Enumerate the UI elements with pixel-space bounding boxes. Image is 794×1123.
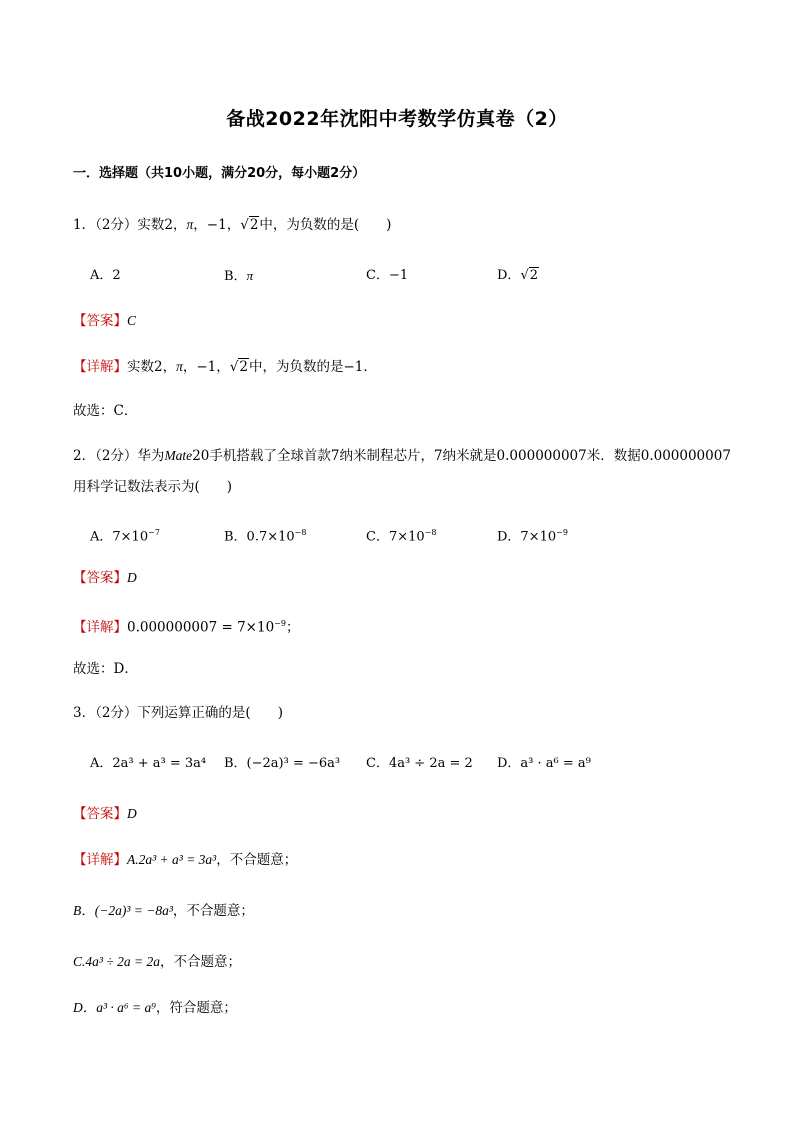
q2-answer: 【答案】D	[73, 570, 137, 586]
q1-detail: 【详解】实数2，π，−1，√2中，为负数的是−1．	[73, 359, 377, 375]
q2-option-b: B．$0.7\times 10^{-8}$	[224, 528, 307, 545]
q3-detail-d: D．a³ · a⁶ = a⁹，符合题意；	[73, 1000, 237, 1016]
q1-choose: 故选：C．	[73, 403, 138, 419]
q3-detail-a: 【详解】A.2a³ + a³ = 3a³，不合题意；	[73, 852, 298, 868]
q3-detail-b: B．(−2a)³ = −8a³，不合题意；	[73, 903, 254, 919]
sqrt-symbol: √	[229, 359, 239, 375]
q1-option-b: B．π	[224, 268, 254, 284]
question-3-stem: 3．（2分）下列运算正确的是( )	[73, 705, 283, 721]
q3-detail-c: C.4a³ ÷ 2a = 2a，不合题意；	[73, 954, 241, 970]
q1-answer: 【答案】C	[73, 313, 137, 329]
q2-detail: 【详解】$0.000000007 = 7\times 10^{-9}$；	[73, 619, 300, 636]
q1-option-d: D．√2	[497, 268, 539, 283]
question-2-stem: 2．（2分）华为Mate20手机搭载了全球首款7纳米制程芯片，7纳米就是0.000000007米．数据0.000000007	[73, 448, 731, 464]
q3-option-b: B．(−2a)³ = −6a³	[224, 756, 341, 771]
q2-choose: 故选：D．	[73, 661, 138, 677]
q3-option-a: A．2a³ + a³ = 3a⁴	[90, 756, 207, 771]
q1-option-c: C．−1	[366, 268, 409, 283]
sqrt-symbol: √	[520, 268, 529, 283]
q3-option-d: D．a³ · a⁶ = a⁹	[497, 756, 591, 771]
question-2-stem-line2: 用科学记数法表示为( )	[73, 479, 233, 495]
q2-option-c: C．$7\times 10^{-8}$	[366, 528, 437, 545]
sqrt-symbol: √	[240, 217, 249, 233]
q3-answer: 【答案】D	[73, 806, 137, 822]
q2-option-a: A．$7\times 10^{-7}$	[90, 528, 160, 545]
question-1-stem: 1．（2分）实数2，π，−1，√2中，为负数的是( )	[73, 217, 392, 233]
page-title: 备战2022年沈阳中考数学仿真卷（2）	[226, 108, 568, 130]
q1-option-a: A．2	[90, 268, 121, 283]
q3-option-c: C．4a³ ÷ 2a = 2	[366, 756, 473, 771]
q2-option-d: D．$7\times 10^{-9}$	[497, 528, 568, 545]
section-heading: 一．选择题（共10小题，满分20分，每小题2分）	[73, 166, 366, 181]
